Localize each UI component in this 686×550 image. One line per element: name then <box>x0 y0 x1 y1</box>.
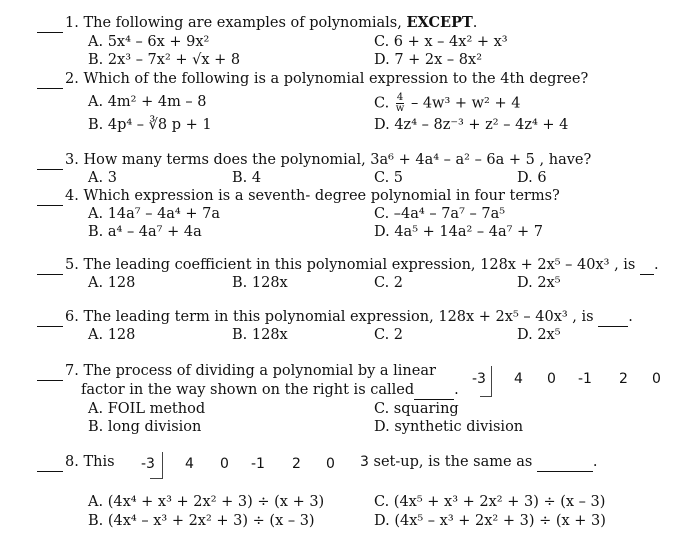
q3-choice-a: A. 3 <box>88 170 117 186</box>
q4-choice-b: B. a⁴ – 4a⁷ + 4a <box>88 224 202 240</box>
q1-choice-d: D. 7 + 2x – 8x² <box>374 52 483 68</box>
q2-choice-b: B. 4p⁴ – ∛8 p + 1 <box>88 117 212 133</box>
answer-blank[interactable] <box>37 187 63 206</box>
q6-choice-b: B. 128x <box>232 327 288 343</box>
q6-stem: 6. The leading term in this polynomial expression, 128x + 2x⁵ – 40x³ , is . <box>37 308 633 327</box>
q5-choice-c: C. 2 <box>374 275 404 291</box>
q7-coeff: -1 <box>578 371 592 387</box>
q2-choice-d: D. 4z⁴ – 8z⁻³ + z² – 4z⁴ + 4 <box>374 117 569 133</box>
q7-coeff: 4 <box>514 371 523 387</box>
q8-divisor: -3 <box>141 456 155 472</box>
q8-choice-d: D. (4x⁵ – x³ + 2x² + 3) ÷ (x + 3) <box>374 513 606 529</box>
q8-coeff: 0 <box>326 456 335 472</box>
q2-choice-c: C. $\frac{4}{w}$ – 4w³ + w² + 4 <box>374 92 521 114</box>
q3-stem: 3. How many terms does the polynomial, 3a⁶ + 4a⁴ – a² – 6a + 5 , have? <box>37 151 591 170</box>
q7-choice-b: B. long division <box>88 419 202 435</box>
q8-choice-c: C. (4x⁵ + x³ + 2x² + 3) ÷ (x – 3) <box>374 494 606 510</box>
answer-blank[interactable] <box>640 256 654 275</box>
q5-choice-b: B. 128x <box>232 275 288 291</box>
answer-blank[interactable] <box>37 151 63 170</box>
q8-choice-a: A. (4x⁴ + x³ + 2x² + 3) ÷ (x + 3) <box>88 494 325 510</box>
q6-choice-a: A. 128 <box>88 327 136 343</box>
q7-choice-d: D. synthetic division <box>374 419 524 435</box>
q8-division-bar <box>162 452 163 478</box>
q1-choice-a: A. 5x⁴ – 6x + 9x² <box>88 34 210 50</box>
fraction-denominator: w <box>395 103 405 114</box>
q8-choice-b: B. (4x⁴ – x³ + 2x² + 3) ÷ (x – 3) <box>88 513 315 529</box>
q7-division-bar <box>491 366 492 396</box>
q8-coeff: 2 <box>292 456 301 472</box>
q1-choice-b: B. 2x³ – 7x² + √x + 8 <box>88 52 241 68</box>
q7-stem-line1: 7. The process of dividing a polynomial by a linear <box>37 362 436 381</box>
q4-choice-d: D. 4a⁵ + 14a² – 4a⁷ + 7 <box>374 224 544 240</box>
q6-choice-c: C. 2 <box>374 327 404 343</box>
q1-choice-c: C. 6 + x – 4x² + x³ <box>374 34 508 50</box>
q4-choice-a: A. 14a⁷ – 4a⁴ + 7a <box>88 206 220 222</box>
q4-choice-c: C. –4a⁴ – 7a⁷ – 7a⁵ <box>374 206 506 222</box>
q8-stem-end: 3 set-up, is the same as . <box>360 454 598 470</box>
answer-blank[interactable] <box>414 381 454 400</box>
q8-stem: 8. This <box>37 453 115 472</box>
answer-blank[interactable] <box>37 453 63 472</box>
q2-choice-a: A. 4m² + 4m – 8 <box>88 94 207 110</box>
q3-choice-c: C. 5 <box>374 170 404 186</box>
answer-blank[interactable] <box>37 256 63 275</box>
q7-coeff: 0 <box>652 371 661 387</box>
answer-blank[interactable] <box>37 70 63 89</box>
answer-blank[interactable] <box>37 362 63 381</box>
q7-division-base <box>480 396 492 397</box>
q8-coeff: 3 <box>360 454 369 470</box>
q5-stem: 5. The leading coefficient in this polynomial expression, 128x + 2x⁵ – 40x³ , is . <box>37 256 659 275</box>
answer-blank[interactable] <box>537 453 593 472</box>
q5-choice-d: D. 2x⁵ <box>517 275 561 291</box>
q3-choice-b: B. 4 <box>232 170 262 186</box>
q8-coeff: 0 <box>220 456 229 472</box>
q8-coeff: -1 <box>251 456 265 472</box>
answer-blank[interactable] <box>37 14 63 33</box>
q7-choice-c: C. squaring <box>374 401 459 417</box>
q7-stem-line2: factor in the way shown on the right is called . <box>81 382 459 398</box>
fraction-numerator: 4 <box>396 92 404 103</box>
q8-division-base <box>150 478 163 479</box>
q7-coeff: 0 <box>547 371 556 387</box>
q7-coeff: 2 <box>619 371 628 387</box>
q5-choice-a: A. 128 <box>88 275 136 291</box>
answer-blank[interactable] <box>598 308 628 327</box>
q1-stem: 1. The following are examples of polynomials, EXCEPT. <box>37 14 477 33</box>
q8-coeff: 4 <box>185 456 194 472</box>
q3-choice-d: D. 6 <box>517 170 547 186</box>
q4-stem: 4. Which expression is a seventh- degree polynomial in four terms? <box>37 187 560 206</box>
q2-stem: 2. Which of the following is a polynomial expression to the 4th degree? <box>37 70 588 89</box>
answer-blank[interactable] <box>37 308 63 327</box>
q7-choice-a: A. FOIL method <box>88 401 206 417</box>
q6-choice-d: D. 2x⁵ <box>517 327 561 343</box>
q7-divisor: -3 <box>472 371 486 387</box>
